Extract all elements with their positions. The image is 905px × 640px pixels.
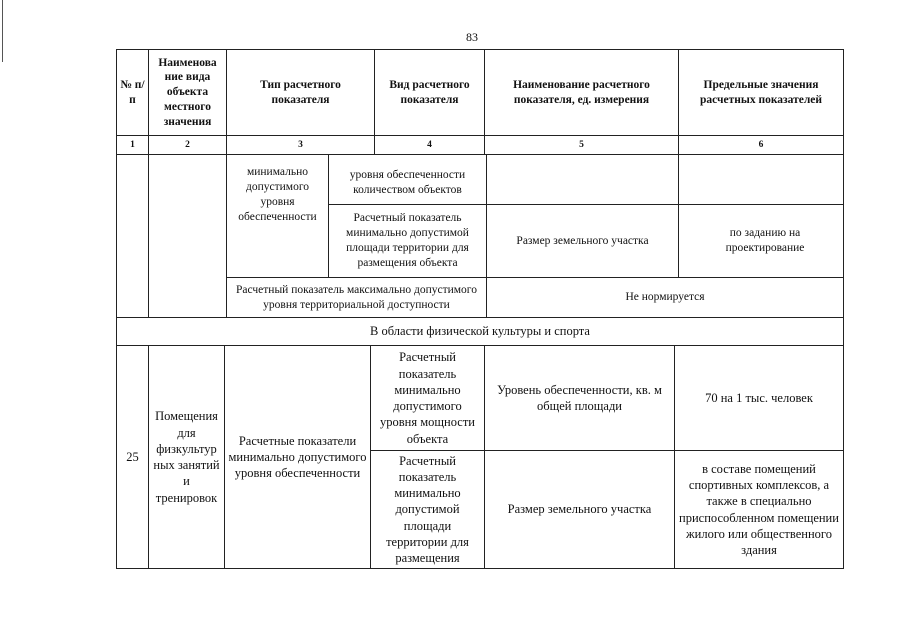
- colnum-6: 6: [758, 139, 764, 150]
- header-col-type: Тип расчетного показателя: [260, 78, 341, 106]
- row25-number: 25: [126, 449, 139, 464]
- header-col-name: Наименование расчетного показателя, ед. измерения: [513, 78, 650, 106]
- colnum-1: 1: [130, 139, 135, 150]
- row25-name-1: Уровень обеспеченности, кв. м общей площади: [497, 382, 662, 413]
- header-col-object: Наименова ние вида объекта местного значения: [158, 56, 217, 128]
- row25-type: Расчетные показатели минимально допустимого уровня обеспеченности: [228, 433, 367, 481]
- colnum-2: 2: [185, 139, 190, 150]
- header-col-number: № п/п: [120, 78, 145, 106]
- row25-kind-1: Расчетный показатель минимально допустимого уровня мощности объекта: [380, 350, 475, 446]
- page-number: 83: [466, 30, 478, 44]
- scan-edge-mark: [2, 0, 3, 62]
- header-col-values: Предельные значения расчетных показателей: [699, 78, 823, 106]
- row25-kind-2: Расчетный показатель минимально допустимой площади территории для размещения: [386, 453, 469, 566]
- colnum-4: 4: [427, 139, 432, 150]
- row25-object: Помещения для физкультур ных занятий и тренировок: [153, 409, 220, 505]
- colnum-3: 3: [298, 139, 303, 150]
- header-col-kind: Вид расчетного показателя: [389, 78, 470, 106]
- cont-kind-b-cell: Расчетный показатель минимально допустимой площади территории для размещения объекта: [346, 212, 469, 269]
- cont-div-1: [148, 154, 149, 317]
- cont-not-regulated-cell: Не нормируется: [625, 291, 705, 304]
- cont-kind-a-cell: уровня обеспеченности количеством объектов: [349, 169, 466, 196]
- table-border-right: [843, 49, 844, 569]
- cont-name-b-cell: Размер земельного участка: [516, 234, 649, 247]
- row25-value-1: 70 на 1 тыс. человек: [705, 390, 813, 405]
- row25-value-2: в составе помещений спортивных комплексов, а также в специально приспособленном помещении жилого или общественного здания: [679, 461, 839, 557]
- colnum-5: 5: [579, 139, 584, 150]
- cont-value-b-cell: по заданию на проектирование: [725, 227, 805, 254]
- cont-div-5: [678, 154, 679, 277]
- row25-name-2: Размер земельного участка: [507, 502, 652, 517]
- cont-max-access-cell: Расчетный показатель максимально допустимого уровня территориальной доступности: [236, 283, 477, 311]
- table-border-bottom: [116, 568, 844, 569]
- cont-type-cell: минимально допустимого уровня обеспеченности: [238, 166, 317, 223]
- section-title: В области физической культуры и спорта: [370, 324, 590, 339]
